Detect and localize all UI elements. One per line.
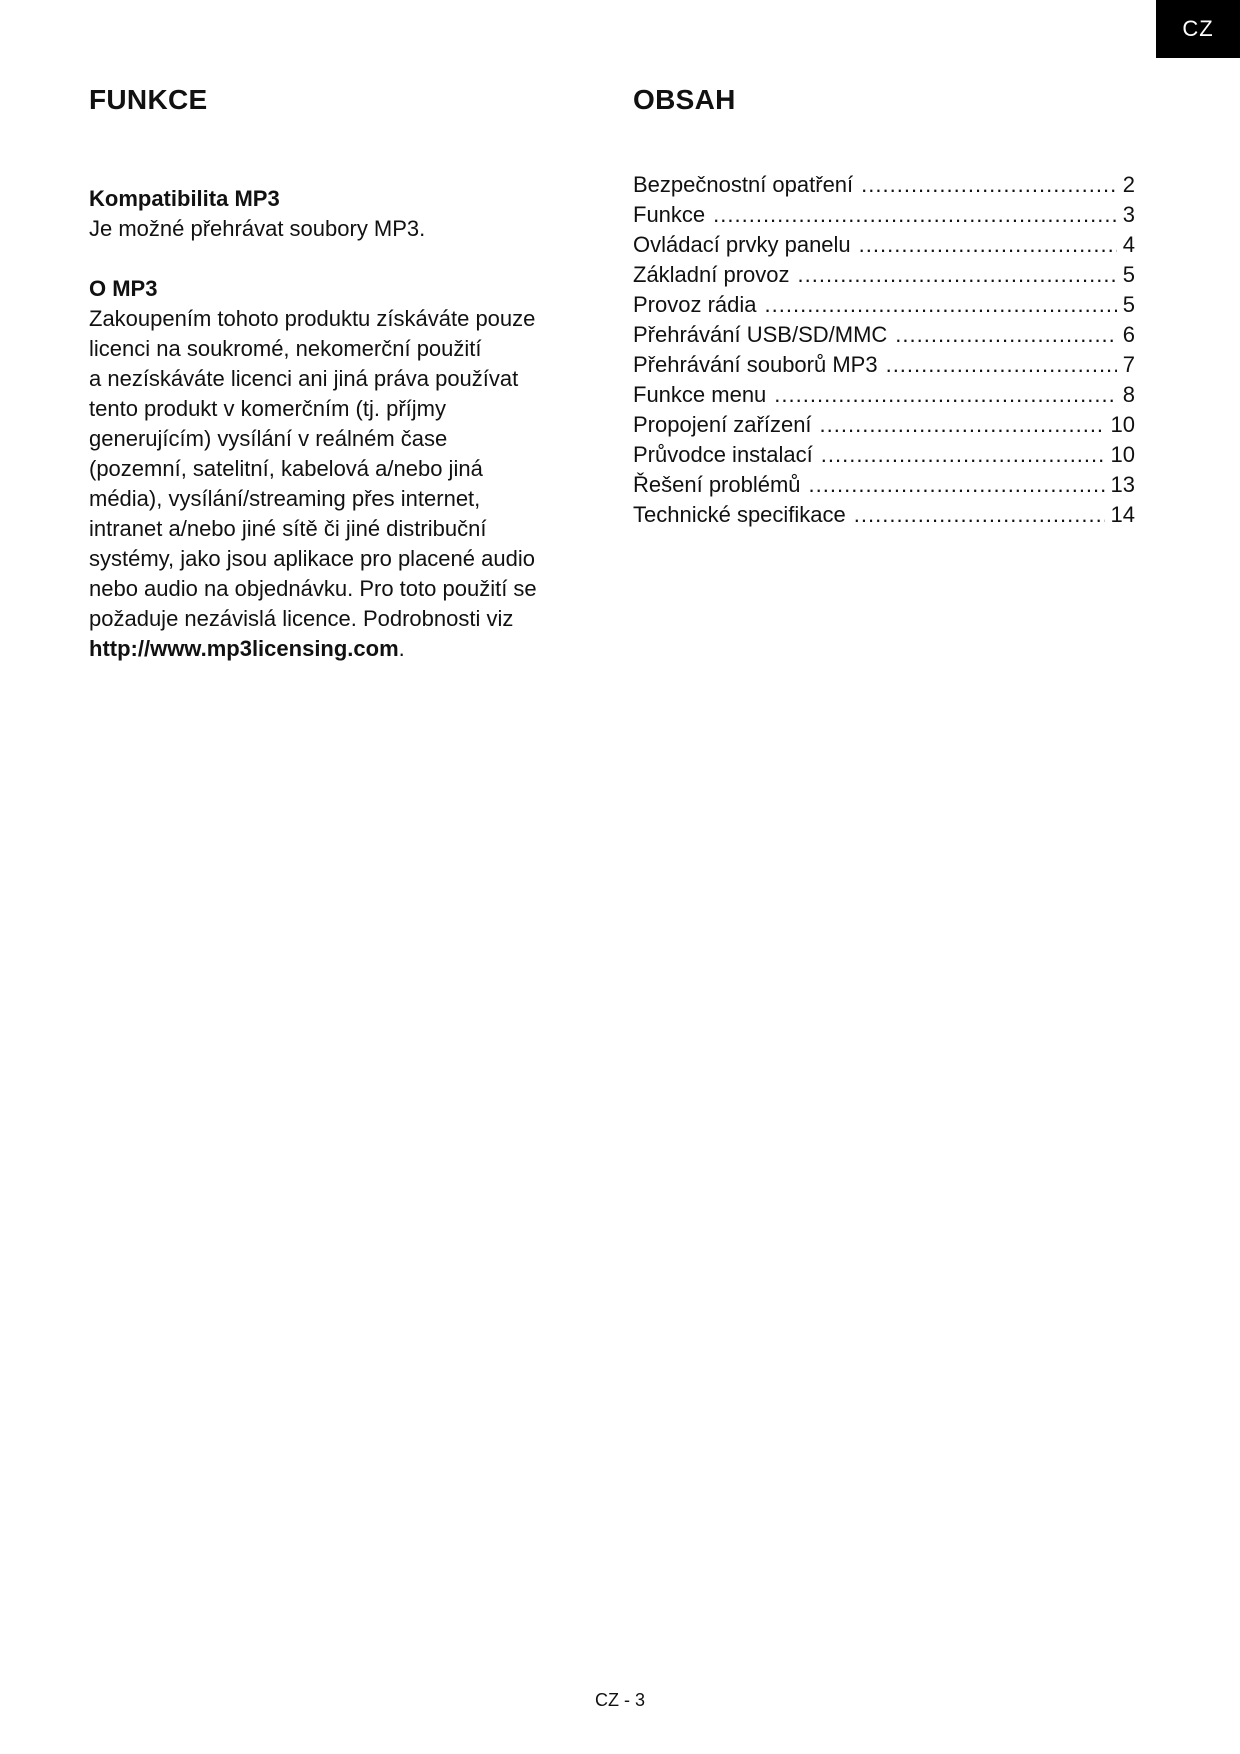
toc-entry-title: Propojení zařízení bbox=[633, 412, 812, 437]
toc-dot-leader bbox=[821, 440, 1105, 470]
toc-entry-page: 7 bbox=[1122, 352, 1135, 377]
toc-entry-title: Funkce bbox=[633, 202, 706, 227]
toc-entry-title: Ovládací prvky panelu bbox=[633, 232, 851, 257]
toc-dot-leader bbox=[895, 320, 1116, 350]
toc-entry-page: 8 bbox=[1122, 382, 1135, 407]
about-mp3-line: intranet a/nebo jiné sítě či jiné distribuční bbox=[89, 516, 487, 541]
features-column bbox=[89, 80, 609, 664]
mp3-compatibility-subheading: Kompatibilita MP3 bbox=[89, 186, 280, 211]
toc-dot-leader bbox=[859, 230, 1117, 260]
contents-heading: OBSAH bbox=[633, 84, 736, 115]
toc-entry-page: 5 bbox=[1122, 292, 1135, 317]
toc-dot-leader bbox=[798, 260, 1117, 290]
about-mp3-line: tento produkt v komerčním (tj. příjmy bbox=[89, 396, 446, 421]
toc-entry-page: 6 bbox=[1122, 322, 1135, 347]
toc-dot-leader bbox=[820, 410, 1105, 440]
toc-dot-leader bbox=[774, 380, 1116, 410]
toc-entry[interactable] bbox=[633, 230, 1135, 260]
toc-entry-title: Přehrávání USB/SD/MMC bbox=[633, 322, 888, 347]
licensing-line bbox=[89, 634, 609, 664]
contents-column bbox=[633, 80, 1135, 530]
toc-entry[interactable] bbox=[633, 350, 1135, 380]
about-mp3-section bbox=[89, 274, 609, 664]
toc-dot-leader bbox=[765, 290, 1117, 320]
toc-entry-page: 5 bbox=[1122, 262, 1135, 287]
about-mp3-line: systémy, jako jsou aplikace pro placené audio bbox=[89, 546, 535, 571]
about-mp3-line: nebo audio na objednávku. Pro toto použití se bbox=[89, 576, 537, 601]
about-mp3-line: (pozemní, satelitní, kabelová a/nebo jiná bbox=[89, 456, 483, 481]
toc-entry[interactable] bbox=[633, 170, 1135, 200]
toc-entry[interactable] bbox=[633, 260, 1135, 290]
toc-entry-page: 2 bbox=[1122, 172, 1135, 197]
mp3-compatibility-section bbox=[89, 184, 609, 244]
toc-entry[interactable] bbox=[633, 290, 1135, 320]
toc-entry-title: Provoz rádia bbox=[633, 292, 757, 317]
mp3-compatibility-text: Je možné přehrávat soubory MP3. bbox=[89, 216, 426, 241]
about-mp3-line: média), vysílání/streaming přes internet, bbox=[89, 486, 481, 511]
toc-dot-leader bbox=[713, 200, 1117, 230]
toc-entry[interactable] bbox=[633, 470, 1135, 500]
page-number: CZ - 3 bbox=[594, 1690, 645, 1710]
toc-entry-page: 10 bbox=[1110, 412, 1135, 437]
toc-entry-page: 3 bbox=[1122, 202, 1135, 227]
about-mp3-line: licenci na soukromé, nekomerční použití bbox=[89, 336, 482, 361]
toc-entry-title: Základní provoz bbox=[633, 262, 790, 287]
about-mp3-subheading: O MP3 bbox=[89, 276, 158, 301]
about-mp3-line: požaduje nezávislá licence. Podrobnosti viz bbox=[89, 606, 514, 631]
toc-dot-leader bbox=[861, 170, 1117, 200]
toc-entry-title: Bezpečnostní opatření bbox=[633, 172, 854, 197]
toc-entry-page: 13 bbox=[1110, 472, 1135, 497]
table-of-contents bbox=[633, 170, 1135, 530]
features-heading: FUNKCE bbox=[89, 84, 208, 115]
toc-dot-leader bbox=[886, 350, 1117, 380]
toc-entry[interactable] bbox=[633, 200, 1135, 230]
toc-entry[interactable] bbox=[633, 320, 1135, 350]
toc-entry[interactable] bbox=[633, 410, 1135, 440]
toc-dot-leader bbox=[854, 500, 1105, 530]
toc-entry-page: 10 bbox=[1110, 442, 1135, 467]
mp3-licensing-link[interactable]: http://www.mp3licensing.com bbox=[89, 636, 399, 661]
language-tab-label: CZ bbox=[1182, 16, 1214, 41]
toc-entry-title: Řešení problémů bbox=[633, 472, 801, 497]
toc-entry-title: Přehrávání souborů MP3 bbox=[633, 352, 878, 377]
link-suffix: . bbox=[398, 636, 405, 661]
toc-entry-page: 14 bbox=[1110, 502, 1135, 527]
toc-entry-title: Funkce menu bbox=[633, 382, 767, 407]
toc-dot-leader bbox=[809, 470, 1105, 500]
toc-entry-page: 4 bbox=[1122, 232, 1135, 257]
about-mp3-line: generujícím) vysílání v reálném čase bbox=[89, 426, 448, 451]
toc-entry-title: Průvodce instalací bbox=[633, 442, 813, 467]
about-mp3-line: Zakoupením tohoto produktu získáváte pouze bbox=[89, 306, 536, 331]
about-mp3-line: a nezískáváte licenci ani jiná práva používat bbox=[89, 366, 519, 391]
toc-entry[interactable] bbox=[633, 380, 1135, 410]
toc-entry[interactable] bbox=[633, 500, 1135, 530]
toc-entry[interactable] bbox=[633, 440, 1135, 470]
language-tab bbox=[1156, 0, 1240, 58]
toc-entry-title: Technické specifikace bbox=[633, 502, 846, 527]
